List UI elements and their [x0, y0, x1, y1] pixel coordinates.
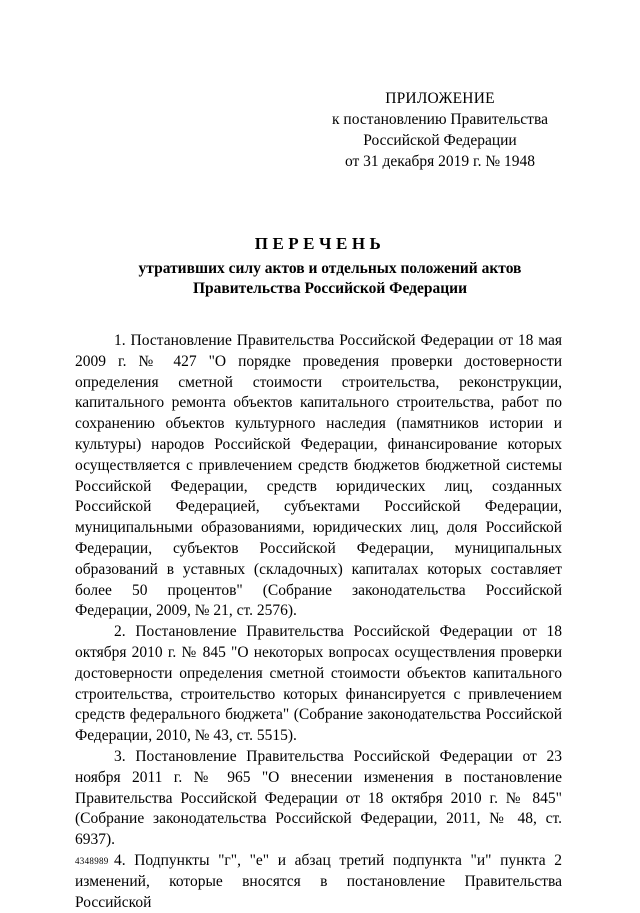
subtitle-line-1: утративших силу актов и отдельных положений актов	[138, 260, 522, 277]
document-id-number: 4348989	[75, 856, 109, 866]
list-item-1: 1. Постановление Правительства Российской Федерации от 18 мая 2009 г. № 427 "О порядке проведения проверки достоверности определения сметной стоимости строительства, реконструкции, капитального ремонта объектов капитального строительства, работ по сохранению объектов культурного наследия (памятников истории и культуры) народов Российской Федерации, финансирование которых осуществляется с привлечением средств бюджетов бюджетной системы Российской Федерации, средств юридических лиц, созданных Российской Федерацией, субъектами Российской Федерации, муниципальными образованиями, юридических лиц, доля Российской Федерации, субъектов Российской Федерации, муниципальных образований в уставных (складочных) капиталах которых составляет более 50 процентов" (Собрание законодательства Российской Федерации, 2009, № 21, ст. 2576).	[75, 332, 562, 620]
document-title: ПЕРЕЧЕНЬ	[254, 234, 386, 253]
appendix-label: ПРИЛОЖЕНИЕ	[385, 90, 495, 107]
subtitle-line-2: Правительства Российской Федерации	[192, 280, 468, 297]
list-item-2: 2. Постановление Правительства Российской Федерации от 18 октября 2010 г. № 845 "О некоторых вопросах осуществления проверки достоверности определения сметной стоимости объектов капитального строительства, строительство которых финансируется с привлечением средств федерального бюджета" (Собрание законодательства Российской Федерации, 2010, № 43, ст. 5515).	[75, 623, 562, 745]
document-subtitle	[80, 259, 580, 299]
list-item-4: 4. Подпункты "г", "е" и абзац третий подпункта "и" пункта 2 изменений, которые вносятся в постановление Правительства Российской	[75, 851, 562, 911]
appendix-header	[330, 88, 550, 172]
document-body	[75, 331, 562, 913]
appendix-date-number-line: от 31 декабря 2019 г. № 1948	[344, 153, 536, 170]
list-item-3: 3. Постановление Правительства Российской Федерации от 23 ноября 2011 г. № 965 "О внесении изменения в постановление Правительства Российской Федерации от 18 октября 2010 г. № 845" (Собрание законодательства Российской Федерации, 2011, № 48, ст. 6937).	[75, 747, 562, 849]
appendix-government-line: Российской Федерации	[363, 132, 517, 149]
appendix-resolution-line: к постановлению Правительства	[332, 111, 548, 128]
